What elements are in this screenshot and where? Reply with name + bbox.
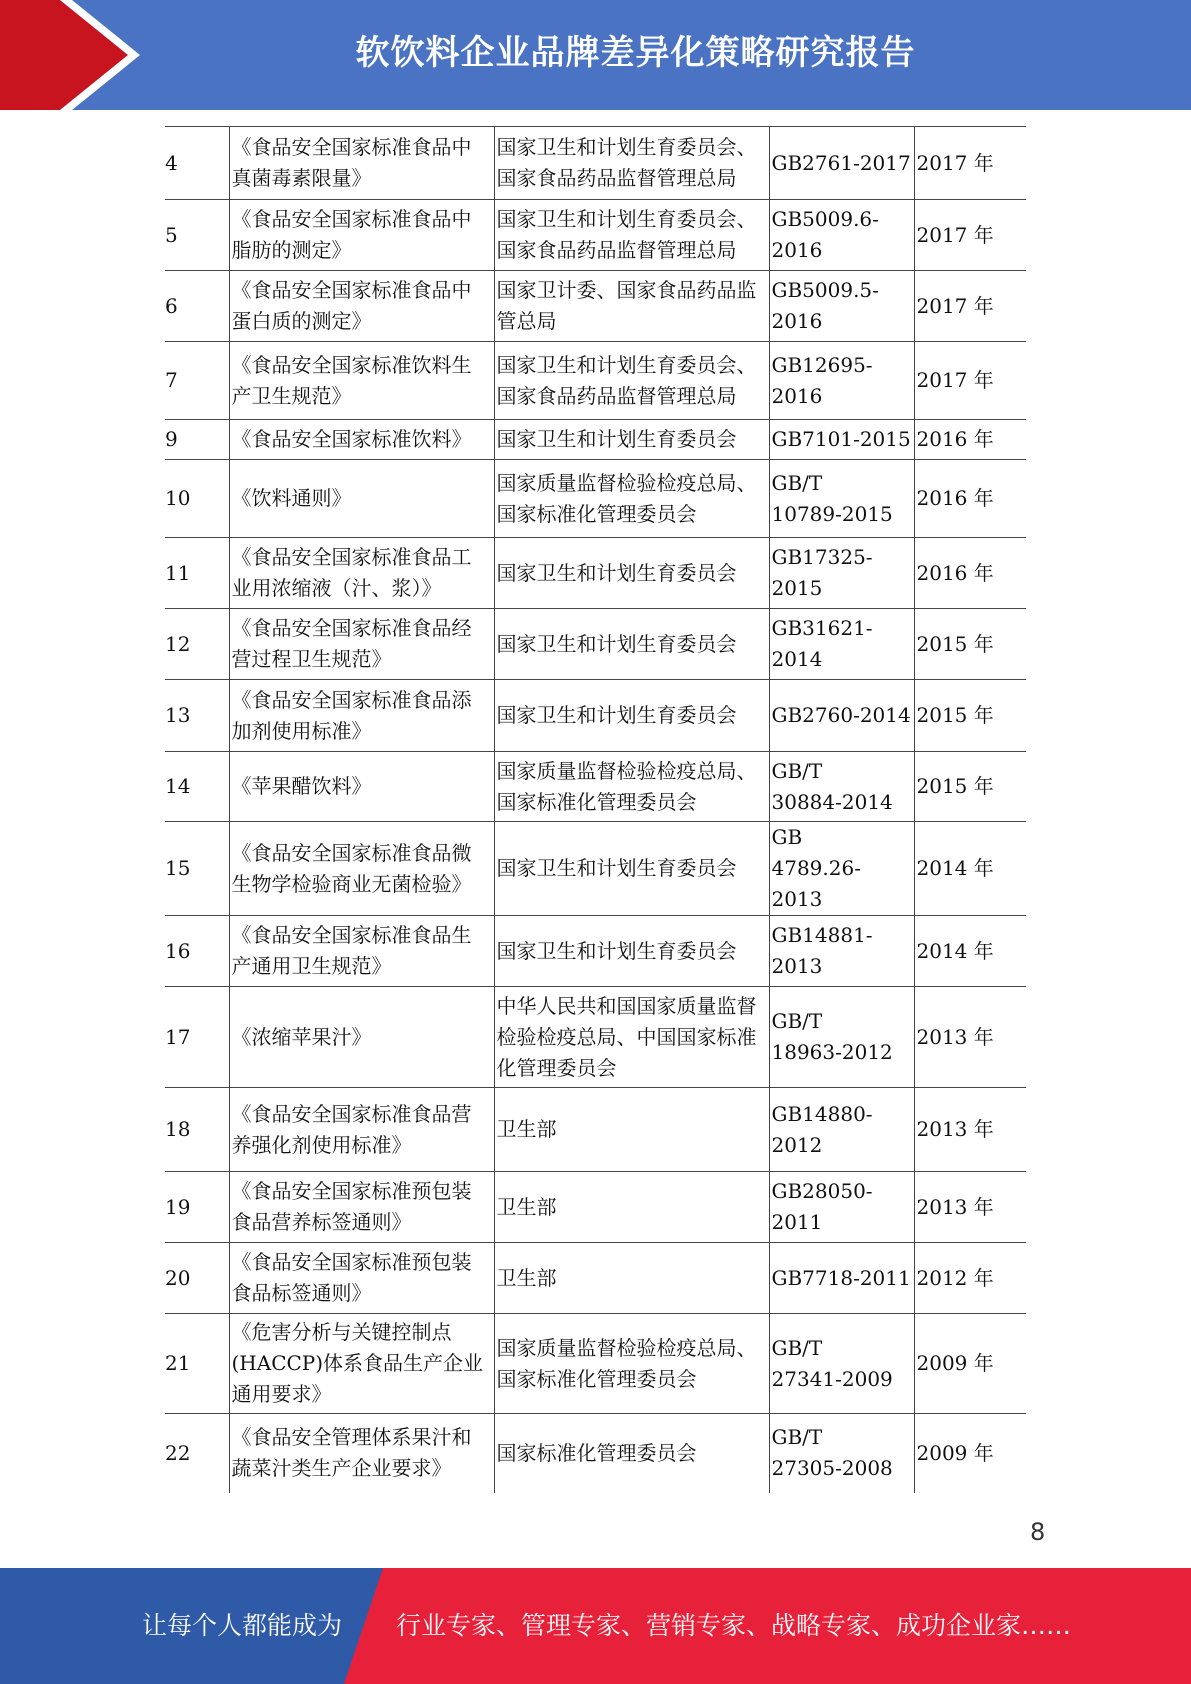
table-row xyxy=(165,752,1026,822)
page-footer xyxy=(0,1568,1191,1684)
issuing-authority-line: 管总局 xyxy=(496,309,557,333)
standards-table xyxy=(165,126,1026,1493)
table-row xyxy=(165,342,1026,420)
standard-name-line: 《食品安全国家标准饮料生 xyxy=(231,352,472,377)
standard-name-line: 《食品安全国家标准食品生 xyxy=(231,923,472,947)
standard-name xyxy=(229,752,494,822)
standard-name-line: 《食品安全国家标准预包装 xyxy=(231,1179,472,1203)
standard-code xyxy=(769,1088,914,1172)
standard-code-line: GB2761-2017 xyxy=(771,150,911,175)
issuing-authority-line: 国家卫生和计划生育委员会 xyxy=(496,427,737,451)
issuing-authority-line: 国家卫生和计划生育委员会 xyxy=(496,631,737,656)
effective-year: 2017 年 xyxy=(914,200,1026,271)
standard-code xyxy=(769,538,914,609)
standard-code-line: GB xyxy=(771,825,803,849)
issuing-authority-line: 国家食品药品监督管理总局 xyxy=(496,166,737,190)
row-number: 17 xyxy=(165,987,229,1088)
issuing-authority-line: 国家卫生和计划生育委员会 xyxy=(496,938,737,963)
effective-year: 2009 年 xyxy=(914,1414,1026,1493)
standard-name xyxy=(229,987,494,1088)
standard-name-line: (HACCP)体系食品生产企业 xyxy=(231,1351,484,1375)
standard-code-line: GB/T xyxy=(771,1335,823,1360)
standard-code-line: GB5009.5-2016 xyxy=(771,278,879,333)
standard-code-line: 10789-2015 xyxy=(771,501,893,526)
standard-name xyxy=(229,271,494,342)
table-row xyxy=(165,271,1026,342)
standard-code-line: GB17325-2015 xyxy=(771,545,873,600)
issuing-authority-line: 国家卫生和计划生育委员会、 xyxy=(496,135,757,159)
row-number: 20 xyxy=(165,1243,229,1314)
row-number: 21 xyxy=(165,1314,229,1414)
effective-year: 2015 年 xyxy=(914,609,1026,680)
effective-year: 2012 年 xyxy=(914,1243,1026,1314)
effective-year: 2017 年 xyxy=(914,271,1026,342)
effective-year: 2016 年 xyxy=(914,538,1026,609)
issuing-authority-line: 国家卫生和计划生育委员会 xyxy=(496,703,737,727)
issuing-authority xyxy=(494,1314,769,1414)
standard-name-line: 通用要求》 xyxy=(231,1382,332,1406)
effective-year: 2014 年 xyxy=(914,822,1026,916)
standard-name xyxy=(229,420,494,460)
standard-name-line: 《食品安全国家标准食品营 xyxy=(231,1101,472,1126)
standard-name-line: 加剂使用标准》 xyxy=(231,718,372,743)
table-row xyxy=(165,127,1026,200)
standard-code-line: GB/T xyxy=(771,758,823,783)
standard-code-line: GB7718-2011 xyxy=(771,1265,911,1290)
standard-name-line: 《危害分析与关键控制点 xyxy=(231,1320,452,1344)
table-row xyxy=(165,1414,1026,1493)
issuing-authority xyxy=(494,420,769,460)
standard-name-line: 食品营养标签通则》 xyxy=(231,1210,412,1234)
standard-code-line: GB5009.6-2016 xyxy=(771,207,879,262)
standard-name xyxy=(229,916,494,987)
standard-code-line: 27341-2009 xyxy=(771,1366,893,1391)
issuing-authority-line: 国家食品药品监督管理总局 xyxy=(496,238,737,262)
issuing-authority-line: 国家卫生和计划生育委员会、 xyxy=(496,352,757,377)
issuing-authority xyxy=(494,200,769,271)
issuing-authority xyxy=(494,916,769,987)
standard-name-line: 产通用卫生规范》 xyxy=(231,954,392,978)
issuing-authority xyxy=(494,1088,769,1172)
standard-code-line: GB14881-2013 xyxy=(771,923,873,978)
effective-year: 2013 年 xyxy=(914,1088,1026,1172)
issuing-authority-line: 卫生部 xyxy=(496,1194,557,1219)
standard-code xyxy=(769,1243,914,1314)
standard-name xyxy=(229,822,494,916)
row-number: 9 xyxy=(165,420,229,460)
table-row xyxy=(165,680,1026,752)
standard-code xyxy=(769,342,914,420)
standard-code-line: GB12695-2016 xyxy=(771,352,873,408)
table-row xyxy=(165,538,1026,609)
standard-name-line: 《食品安全国家标准食品微 xyxy=(231,840,472,865)
standard-name xyxy=(229,460,494,538)
standard-code xyxy=(769,752,914,822)
standard-code-line: GB31621-2014 xyxy=(771,616,873,671)
standard-name-line: 《食品安全国家标准食品添 xyxy=(231,687,472,712)
issuing-authority xyxy=(494,1414,769,1493)
standard-name-line: 《食品安全国家标准食品中 xyxy=(231,135,472,159)
row-number: 4 xyxy=(165,127,229,200)
standard-name-line: 蛋白质的测定》 xyxy=(231,309,372,333)
standard-name xyxy=(229,1414,494,1493)
standard-name-line: 《食品安全国家标准食品中 xyxy=(231,278,472,302)
standard-code xyxy=(769,1314,914,1414)
standard-code-line: GB7101-2015 xyxy=(771,427,911,451)
effective-year: 2013 年 xyxy=(914,1172,1026,1243)
row-number: 15 xyxy=(165,822,229,916)
table-row xyxy=(165,987,1026,1088)
standard-name-line: 《食品安全国家标准饮料》 xyxy=(231,427,472,451)
effective-year: 2009 年 xyxy=(914,1314,1026,1414)
standard-name-line: 产卫生规范》 xyxy=(231,383,352,408)
standard-code xyxy=(769,916,914,987)
standard-name xyxy=(229,609,494,680)
standard-name-line: 脂肪的测定》 xyxy=(231,238,352,262)
standard-name xyxy=(229,200,494,271)
issuing-authority xyxy=(494,342,769,420)
issuing-authority xyxy=(494,987,769,1088)
table-row xyxy=(165,609,1026,680)
standard-name-line: 真菌毒素限量》 xyxy=(231,166,372,190)
issuing-authority-line: 卫生部 xyxy=(496,1117,557,1141)
standard-code-line: GB/T xyxy=(771,1009,823,1033)
standard-code-line: GB14880-2012 xyxy=(771,1101,873,1157)
issuing-authority-line: 国家标准化管理委员会 xyxy=(496,789,697,814)
standard-code xyxy=(769,200,914,271)
standard-code-line: 30884-2014 xyxy=(771,789,893,814)
standard-code-line: GB2760-2014 xyxy=(771,703,911,727)
effective-year: 2017 年 xyxy=(914,342,1026,420)
issuing-authority-line: 中华人民共和国国家质量监督 xyxy=(496,993,757,1018)
standard-code-line: 27305-2008 xyxy=(771,1456,893,1481)
standard-code-line: GB28050-2011 xyxy=(771,1179,873,1234)
standard-name-line: 《食品安全国家标准食品经 xyxy=(231,616,472,640)
table-row xyxy=(165,916,1026,987)
table-row xyxy=(165,1314,1026,1414)
standard-name xyxy=(229,680,494,752)
standard-name xyxy=(229,127,494,200)
effective-year: 2014 年 xyxy=(914,916,1026,987)
table-row xyxy=(165,420,1026,460)
issuing-authority xyxy=(494,822,769,916)
row-number: 13 xyxy=(165,680,229,752)
standard-code xyxy=(769,271,914,342)
issuing-authority-line: 国家质量监督检验检疫总局、 xyxy=(496,1335,757,1360)
issuing-authority-line: 国家卫生和计划生育委员会 xyxy=(496,560,737,585)
issuing-authority-line: 检验检疫总局、中国国家标准 xyxy=(496,1024,757,1049)
standard-name xyxy=(229,1172,494,1243)
issuing-authority-line: 国家质量监督检验检疫总局、 xyxy=(496,758,757,783)
page-header xyxy=(0,0,1191,110)
standard-code xyxy=(769,609,914,680)
standard-name xyxy=(229,1243,494,1314)
standard-code-line: GB/T xyxy=(771,470,823,495)
standard-code xyxy=(769,460,914,538)
standard-code xyxy=(769,127,914,200)
standard-name-line: 食品标签通则》 xyxy=(231,1281,372,1305)
footer-slogan-left: 让每个人都能成为 xyxy=(142,1611,343,1640)
issuing-authority xyxy=(494,680,769,752)
standard-name xyxy=(229,538,494,609)
effective-year: 2016 年 xyxy=(914,460,1026,538)
issuing-authority-line: 化管理委员会 xyxy=(496,1055,617,1080)
effective-year: 2015 年 xyxy=(914,680,1026,752)
row-number: 16 xyxy=(165,916,229,987)
row-number: 22 xyxy=(165,1440,191,1465)
standard-code xyxy=(769,1172,914,1243)
footer-slogan-right: 行业专家、管理专家、营销专家、战略专家、成功企业家…… xyxy=(396,1611,1072,1640)
header-title: 软饮料企业品牌差异化策略研究报告 xyxy=(355,33,916,73)
standard-code xyxy=(769,1414,914,1493)
issuing-authority xyxy=(494,271,769,342)
issuing-authority-line: 国家标准化管理委员会 xyxy=(496,1366,697,1391)
table-row xyxy=(165,460,1026,538)
standard-code-line: 18963-2012 xyxy=(771,1040,893,1064)
issuing-authority-line: 卫生部 xyxy=(496,1265,557,1290)
issuing-authority xyxy=(494,752,769,822)
row-number: 6 xyxy=(165,271,229,342)
table-row xyxy=(165,1088,1026,1172)
issuing-authority-line: 国家食品药品监督管理总局 xyxy=(496,383,737,408)
table-row xyxy=(165,200,1026,271)
row-number: 19 xyxy=(165,1172,229,1243)
row-number: 7 xyxy=(165,342,229,420)
standard-name-line: 《饮料通则》 xyxy=(231,486,352,510)
standard-code xyxy=(769,822,914,916)
standard-name-line: 《食品安全管理体系果汁和 xyxy=(231,1425,472,1450)
issuing-authority xyxy=(494,538,769,609)
row-number: 10 xyxy=(165,460,229,538)
standard-name-line: 业用浓缩液（汁、浆）》 xyxy=(231,576,442,600)
standard-name xyxy=(229,1088,494,1172)
row-number: 14 xyxy=(165,752,229,822)
standard-name xyxy=(229,342,494,420)
row-number: 18 xyxy=(165,1088,229,1172)
issuing-authority xyxy=(494,609,769,680)
standard-code-line: 4789.26-2013 xyxy=(771,856,861,911)
issuing-authority xyxy=(494,1172,769,1243)
standard-name-line: 《食品安全国家标准食品工 xyxy=(231,545,472,569)
standard-name xyxy=(229,1314,494,1414)
issuing-authority-line: 国家标准化管理委员会 xyxy=(496,501,697,526)
issuing-authority xyxy=(494,460,769,538)
issuing-authority xyxy=(494,127,769,200)
table-row xyxy=(165,1243,1026,1314)
row-number: 11 xyxy=(165,538,229,609)
row-number: 5 xyxy=(165,200,229,271)
standard-code xyxy=(769,680,914,752)
page-number: 8 xyxy=(1030,1518,1046,1546)
row-number: 12 xyxy=(165,609,229,680)
standard-name-line: 《苹果醋饮料》 xyxy=(231,774,372,798)
issuing-authority-line: 国家卫计委、国家食品药品监 xyxy=(496,278,757,302)
standard-name-line: 营过程卫生规范》 xyxy=(231,647,392,671)
effective-year: 2016 年 xyxy=(914,420,1026,460)
issuing-authority-line: 国家标准化管理委员会 xyxy=(496,1440,697,1465)
table-row xyxy=(165,1172,1026,1243)
issuing-authority xyxy=(494,1243,769,1314)
table-row xyxy=(165,822,1026,916)
effective-year: 2015 年 xyxy=(914,752,1026,822)
effective-year: 2017 年 xyxy=(914,127,1026,200)
standard-code-line: GB/T xyxy=(771,1425,823,1450)
effective-year: 2013 年 xyxy=(914,987,1026,1088)
standard-code xyxy=(769,987,914,1088)
standard-name-line: 养强化剂使用标准》 xyxy=(231,1132,412,1157)
standard-name-line: 《浓缩苹果汁》 xyxy=(231,1024,372,1049)
standard-name-line: 《食品安全国家标准预包装 xyxy=(231,1250,472,1274)
standard-name-line: 《食品安全国家标准食品中 xyxy=(231,207,472,231)
issuing-authority-line: 国家卫生和计划生育委员会 xyxy=(496,856,737,880)
standard-code xyxy=(769,420,914,460)
issuing-authority-line: 国家质量监督检验检疫总局、 xyxy=(496,470,757,495)
issuing-authority-line: 国家卫生和计划生育委员会、 xyxy=(496,207,757,231)
standard-name-line: 蔬菜汁类生产企业要求》 xyxy=(231,1456,452,1481)
standard-name-line: 生物学检验商业无菌检验》 xyxy=(231,871,472,896)
